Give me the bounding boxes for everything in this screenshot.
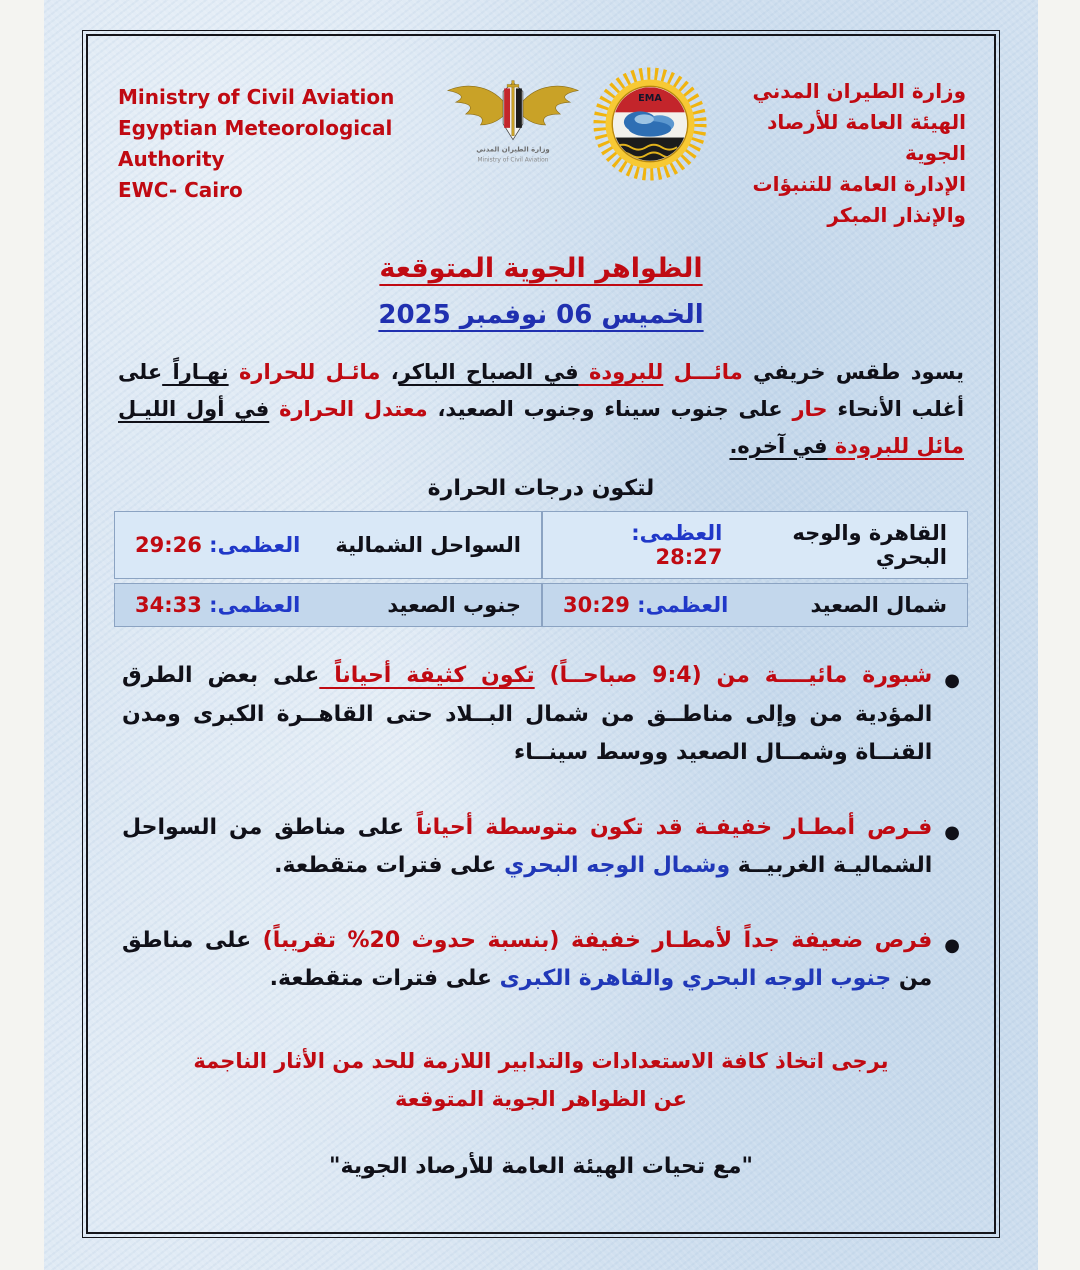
max-temp: العظمى: 29:26	[135, 533, 301, 558]
text-segment: مائـــل	[663, 360, 743, 384]
table-row	[114, 583, 968, 627]
advisory-text	[114, 1043, 968, 1119]
text-segment: حار	[782, 396, 828, 421]
aviation-logo-caption-english: Ministry of Civil Aviation	[477, 157, 549, 164]
text-segment: مائل للبرودة	[827, 433, 964, 458]
text-segment: مائـل للحرارة	[228, 360, 381, 384]
header-english-line: Ministry of Civil Aviation	[118, 85, 395, 109]
ministry-aviation-logo-icon	[444, 66, 582, 174]
text-segment: على مناطق من السواحل الشماليـة الغربيــة	[122, 814, 933, 879]
region-name: القاهرة والوجه البحري	[792, 521, 947, 570]
header-english-line: EWC- Cairo	[118, 178, 243, 202]
table-cell-north-coasts	[115, 512, 541, 578]
forecast-paragraph	[114, 354, 968, 464]
text-segment: وشمال الوجه البحري	[496, 853, 731, 879]
header-arabic	[708, 66, 968, 231]
header-arabic-line: الهيئة العامة للأرصاد الجوية	[767, 110, 966, 165]
text-segment: على جنوب سيناء وجنوب الصعيد،	[427, 396, 783, 421]
bullet-icon: ●	[944, 821, 960, 843]
temperature-table	[114, 511, 968, 627]
advisory-line: يرجى اتخاذ كافة الاستعدادات والتدابير اللازمة للحد من الأثار الناجمة	[193, 1048, 889, 1073]
text-segment: على مناطق من	[122, 927, 933, 992]
advisory-line: عن الظواهر الجوية المتوقعة	[395, 1086, 687, 1111]
region-name: شمال الصعيد	[810, 593, 947, 618]
list-item-weak-rain-chance	[122, 922, 960, 999]
text-segment: فـرص أمطـار خفيفـة قد تكون متوسطة أحياناً	[404, 814, 933, 840]
list-item-fog	[122, 657, 960, 773]
text-segment: على أغلب الأنحاء	[118, 360, 965, 421]
aviation-logo-caption-arabic: وزارة الطيران المدني	[476, 145, 550, 154]
bullet-icon: ●	[944, 934, 960, 956]
text-segment: في الصباح الباكر	[398, 360, 579, 384]
forecast-date: الخميس 06 نوفمبر 2025	[378, 300, 704, 330]
text-segment: ،	[380, 360, 399, 384]
header	[114, 66, 968, 231]
text-segment: في أول الليـل	[118, 396, 270, 421]
max-temp: العظمى: 28:27	[631, 521, 723, 570]
text-segment: على فترات متقطعة.	[274, 853, 497, 879]
text-segment: تكون كثيفة أحياناً	[319, 663, 535, 689]
max-temp: العظمى: 30:29	[563, 593, 729, 618]
text-segment: على فترات متقطعة.	[269, 966, 492, 992]
max-temp: العظمى: 34:33	[135, 593, 301, 618]
scanned-page	[44, 0, 1038, 1270]
header-arabic-line: وزارة الطيران المدني	[752, 79, 966, 103]
table-cell-cairo-delta	[541, 512, 967, 578]
document-frame	[86, 34, 996, 1234]
header-english	[114, 66, 444, 206]
page-title: الظواهر الجوية المتوقعة	[379, 253, 703, 284]
temperature-heading: لتكون درجات الحرارة	[427, 476, 655, 502]
list-item-light-rain	[122, 809, 960, 886]
text-segment: فرص ضعيفة جداً لأمطـار خفيفة (بنسبة حدوث 20% تقريباً)	[251, 927, 933, 953]
bullet-icon: ●	[944, 670, 960, 692]
table-cell-north-upper-egypt	[541, 584, 967, 626]
text-segment: شبورة مائيــــة من (9:4 صباحــاً)	[534, 663, 933, 689]
ema-logo-text: EMA	[638, 92, 662, 104]
header-arabic-line: الإدارة العامة للتنبؤات والإنذار المبكر	[752, 172, 966, 227]
text-segment: للبرودة	[578, 360, 664, 384]
text-segment: جنوب الوجه البحري والقاهرة الكبرى	[491, 966, 892, 992]
text-segment: معتدل الحرارة	[269, 396, 428, 421]
text-segment: على بعض الطرق المؤدية من وإلى مناطــق من شمال البــلاد حتى القاهــرة الكبرى ومدن القنــاة وشمــال الصعيد ووسط سينــاء	[122, 663, 933, 766]
closing-greeting: "مع تحيات الهيئة العامة للأرصاد الجوية"	[329, 1154, 753, 1180]
header-english-line: Egyptian Meteorological Authority	[118, 116, 393, 171]
region-name: السواحل الشمالية	[335, 533, 521, 558]
region-name: جنوب الصعيد	[387, 593, 521, 618]
phenomena-list	[114, 657, 968, 999]
text-segment: يسود طقس خريفي	[742, 360, 964, 384]
table-row	[114, 511, 968, 579]
table-cell-south-upper-egypt	[115, 584, 541, 626]
text-segment: نهـاراً	[162, 360, 229, 384]
text-segment: في آخره.	[729, 433, 828, 458]
ema-logo-icon	[592, 66, 708, 186]
